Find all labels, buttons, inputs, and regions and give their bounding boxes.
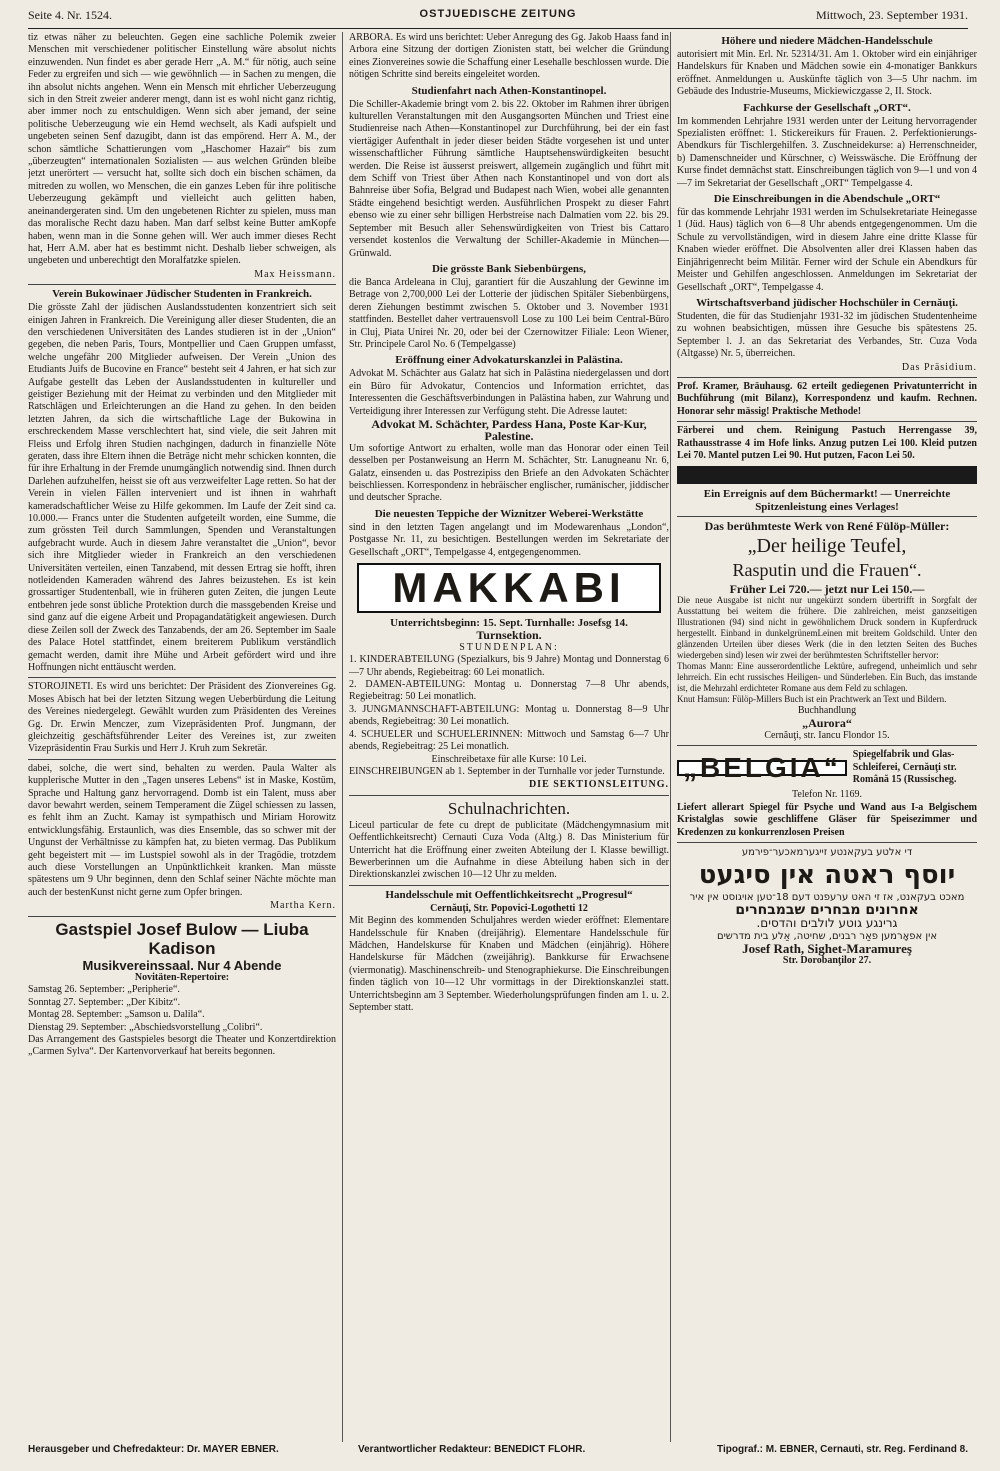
footer-editor: Verantwortlicher Redakteur: BENEDICT FLOHR. xyxy=(358,1444,586,1455)
divider xyxy=(677,516,977,517)
ad-text: Das Arrangement des Gastspieles besorgt die Theater und Konzertdirektion „Carmen Sylva“. Der Kartenvorverkauf hat bereits begonnen. xyxy=(28,1034,336,1058)
book-ad-author: Das berühmteste Werk von René Fülöp-Müller: xyxy=(704,519,950,534)
makkabi-signature: DIE SEKTIONSLEITUNG. xyxy=(528,779,669,791)
theater-ad xyxy=(28,920,336,1059)
article-signature: Das Präsidium. xyxy=(901,361,977,373)
schedule-fee: Einschreibetaxe für alle Kurse: 10 Lei. xyxy=(431,753,587,765)
makkabi-info: Unterrichtsbeginn: 15. Sept. Turnhalle: Josefsg 14. xyxy=(390,617,628,630)
divider xyxy=(349,885,669,886)
schedule-note: EINSCHREIBUNGEN ab 1. September in der Turnhalle vor jeder Turnstunde. xyxy=(349,765,665,777)
article-text: STOROJINETI. Es wird uns berichtet: Der Präsident des Zionvereines Gg. Moses Abisch hat bei der letzten Sitzung wegen Ueberbürdung die Leitung des Vereines niedergelegt. Gewählt wurden zum Präsidenten des Vereines Gg. Dr. Erwin Menczer, zum Vizepräsidenten Prof. Jungmann, der gleichzeitig geschäftsführender Leiter des Vereines ist, zur zweiten Vizepräsidentin Frau Surkis und Herr J. Kruh zum Sekretär. xyxy=(28,681,336,755)
divider xyxy=(28,916,336,917)
divider xyxy=(28,677,336,678)
ad-line: Montag 28. September: „Samson u. Dalila“. xyxy=(28,1009,205,1021)
newspaper-title: OSTJUEDISCHE ZEITUNG xyxy=(419,8,577,20)
book-price: Früher Lei 720.— jetzt nur Lei 150.— xyxy=(729,581,925,596)
article-heading: Fachkurse der Gesellschaft „ORT“. xyxy=(743,101,911,114)
issue-date: Mittwoch, 23. September 1931. xyxy=(816,8,968,22)
divider xyxy=(28,284,336,285)
article-heading: Verein Bukowinaer Jüdischer Studenten in Frankreich. xyxy=(52,288,312,301)
article-text: Um sofortige Antwort zu erhalten, wolle man das Honorar oder einen Teil desselben per Postanweisung an Herrn M. Schächter, Str. Lanugneanu Nr. 6, Galatz, einsenden u. das Postrezipiss den Briefe an den Advokaten Schächter beischliessen. Korrespondenz in hebräischer englischer, rumänischer, jiddischer und deutscher Sprache. xyxy=(349,442,669,504)
hebrew-line: אחרונים מבחרים שבמבחרים xyxy=(735,902,919,919)
divider xyxy=(349,795,669,796)
article-text: ARBORA. Es wird uns berichtet: Ueber Anregung des Gg. Jakob Haass fand in Arbora eine Sitzung der dortigen Zionisten statt, bei welcher die Gründung eines Zionvereines sowie die Schaffung einer Lesehalle beschlossen wurde. Die nötigen Schritte sind bereits eingeleitet worden. xyxy=(349,32,669,81)
belgia-ad xyxy=(677,749,977,786)
hebrew-line: די אלטע בעקאנטע זייגערמאכער־פירמע xyxy=(741,847,913,859)
ad-repertoire-heading: Novitäten-Repertoire: xyxy=(134,972,230,984)
bookshop-address: Cernăuţi, str. Iancu Flondor 15. xyxy=(764,729,890,741)
book-description: Die neue Ausgabe ist nicht nur ungekürzt sondern übertrifft in Sorgfalt der Ausstattung bei weitem die frühere. Die zahlreichen, meist ganzseitigen Illustrationen (94) sind nicht in gewöhnlichem Druck sondern in Kupferdruck hergestellt. Einband in dunkelgrünemLeinen mit breitem Goldschild. Unter den glänzenden Urteilen über dieses Werk (die in den letzten Seiten des Buches wiedergeben sind) lesen wir zwei der berühmtesten Schriftsteller hervor: xyxy=(677,595,977,660)
footer-printer: Tipograf.: M. EBNER, Cernauti, str. Reg. Ferdinand 8. xyxy=(717,1444,968,1455)
article-text: Studenten, die für das Studienjahr 1931-32 im jüdischen Studentenheime zu wohnen beabsichtigen, müssen ihre Gesuche bis spätestens 25. September l. J. an das Sekretariat des Verbandes, Str. Cuza Voda (Altgasse) Nr. 5, überreichen. xyxy=(677,310,977,360)
belgia-address: Spiegelfabrik und Glas-Schleiferei, Cernăuţi str. Română 15 (Russischeg. xyxy=(852,749,957,786)
hebrew-line: אין אפאָרמען פאַר רבנים, שחיטה, אַלע בית מדרשים xyxy=(716,931,938,943)
article-text: autorisiert mit Min. Erl. Nr. 52314/31. Am 1. Oktober wird ein einjähriger Handelskurs für Knaben und Mädchen sowie ein 4-monatiger Bankkurs eröffnet. Anmeldungen u. Auskünfte täglich von 3—5 Uhr nachm. im Gebäude des Industrie-Museums, Mickiewiczgasse 2, II. Stock. xyxy=(677,49,977,98)
bookshop-label: Buchhandlung xyxy=(797,705,857,716)
article-heading: Die Einschreibungen in die Abendschule „ORT“ xyxy=(713,193,941,206)
ad-subtitle: Musikvereinssaal. Nur 4 Abende xyxy=(82,957,282,973)
column-middle xyxy=(342,32,669,1442)
article-text: Im kommenden Lehrjahre 1931 werden unter der Leitung hervorragender Spezialisten eröffnet: 1. Stickereikurs für Frauen. 2. Perfektionierungs-Abendkurs für Tischlergehilfen. 3. Zuschneidekurse: a) Herrenschneider, b) Damenschneider und Kürschner, c) Weisswäsche. Die Eröffnung der Kurse findet demnächst statt. Einschreibungen täglich von 9—1 und von 4—7 im Sekretariat der Gesellschaft „ORT“ Tempelgasse 4. xyxy=(677,115,977,189)
article-heading: Eröffnung einer Advokaturskanzlei in Palästina. xyxy=(395,354,623,367)
makkabi-logo: MAKKABI xyxy=(357,563,661,613)
article-signature: Max Heissmann. xyxy=(254,268,336,280)
ad-line: Dienstag 29. September: „Abschiedsvorstellung „Colibri“. xyxy=(28,1021,263,1033)
divider xyxy=(677,842,977,843)
ad-title: Gastspiel Josef Bulow — Liuba Kadison xyxy=(55,919,309,958)
belgia-text: Liefert allerart Spiegel für Psyche und Wand aus I-a Belgischem Kristalglas sowie geschliffene Gläser für Speisezimmer und Kredenzen zu konkurrenzlosen Preisen xyxy=(677,801,977,838)
article-text: tiz etwas näher zu beleuchten. Gegen eine sachliche Polemik zweier Menschen mit verschiedener politischer Einstellung wäre absolut nichts einzuwenden. Nun findet es aber gerade Herr „A. M.“ für nötig, auch seine Feder zu ergreifen und sich — wie gewöhnlich — in Sachen zu mengen, die ihn absolut nichts angehen. Wenn ein Mensch mit ehrlicher Ueberzeugung sich in den Streit zweier anderer mengt, dann ist es wohl nicht ganz richtig, aber immer noch zu entschuldigen. Wenn sich aber jemand, der seine politische Ueberzeugung wie ein Hemd wechselt, als Kadi aufspielt und ungebeten seinen Senf dazugibt, dann ist das empörend. Herr A. M., der schon sämtliche Schattierungen vom „Haschomer Hazair“ bis zum „überzeugten“ internationalen Sozialisten — aus welchen Gründen bleibe jetzt unerörtert — versucht hat, sollte sich doch ein bischen schämen, da mitreden zu wollen, wo Menschen, die ein ganzes Leben für ihre politische Ueberzeugung gekämpft und vielleicht auch gelitten haben, aneinandergeraten sind. Um den ungebetenen Richter zu spielen, muss man das moralische Recht dazu haben. Man darf selbst keine Butter amKopfe haben, wenn man in die Sonne gehen will. Wer auch immer dieses Recht hat, Herr A.M. aber hat es bestimmt nicht. Deshalb lieber schweigen, als ungebeten und unberechtigt den Moralfatzke spielen. xyxy=(28,32,336,267)
article-text: sind in den letzten Tagen angelangt und im Modewarenhaus „London“, Postgasse Nr. 11, zu besichtigen. Bestellungen werden im Sekretariate der Gesellschaft „ORT“, Tempelgasse 4, entgegengenommen. xyxy=(349,521,669,558)
divider xyxy=(677,421,977,422)
ad-line: Samstag 26. September: „Peripherie“. xyxy=(28,984,180,996)
divider xyxy=(677,377,977,378)
article-heading: Studienfahrt nach Athen-Konstantinopel. xyxy=(411,84,607,97)
article-heading: Die grösste Bank Siebenbürgens, xyxy=(431,262,587,275)
article-text: für das kommende Lehrjahr 1931 werden im Schulsekretariate Heinegasse 1 (Jüd. Haus) täglich von 6—8 Uhr abends entgegengenommen. Um die Schule zu vervollständigen, wird in diesem Jahre eine dritte Klasse für Knaben wieder eröffnet. Die Absolventen aller drei Klassen haben das Einjährigenrecht beim Militär. Ferner wird der Schule ein Abendkurs für Meister und Gehilfen angeschlossen. Anmeldungen im Sekretariat der Gesellschaft „ORT“, Tempelgasse 4. xyxy=(677,207,977,293)
page-header xyxy=(28,4,968,29)
article-heading: Höhere und niedere Mädchen-Handelsschule xyxy=(721,35,933,47)
article-signature: Martha Kern. xyxy=(270,900,336,912)
article-heading: Handelsschule mit Oeffentlichkeitsrecht „Progresul“ xyxy=(385,888,633,901)
column-left xyxy=(28,32,336,1442)
belgia-phone: Telefon Nr. 1169. xyxy=(791,789,863,801)
hebrew-title: יוסף ראטה אין סיגעט xyxy=(698,860,956,891)
ad-line: Sonntag 27. September: „Der Kibitz“. xyxy=(28,996,181,1008)
article-heading: Wirtschaftsverband jüdischer Hochschüler in Cernăuţi. xyxy=(696,296,958,309)
article-text: dabei, solche, die wert sind, behalten zu werden. Paula Walter als kupplerische Mutter in den „Tagen unseres Lebens“ ist in Maske, Kostüm, Sprache und Haltung ganz hervorragend. Domb ist ein Talent, muss aber davor bewahrt werden, seinem Temperament die Zügel schiessen zu lassen, es fehlt ihm an Zucht. Kamay ist sympathisch und Miriam Horowitz entwicklungsfähig. Erstaunlich, was dies Ensemble, das so schwer mit der Ungunst der Verhältnisse zu kämpfen hat, zu bieten vermag. Das Publikum geht begeistert mit — im Lustspiel sowohl als in der Tragödie, trotzdem auch diese Vorstellungen an Unpünktlichkeit kranken. Man müsste spätestens um 9 Uhr beginnen, denn den Schlaf seiner Nächte möchte man auch der bestenKunst nicht gerne zum Opfer bringen. xyxy=(28,762,336,898)
column-right xyxy=(670,32,977,1442)
schedule-item: 1. KINDERABTEILUNG (Spezialkurs, bis 9 Jahre) Montag und Donnerstag 6—7 Uhr abends, Regiebeitrag: 60 Lei monatlich. xyxy=(349,654,669,678)
schedule-item: 2. DAMEN-ABTEILUNG: Montag u. Donnerstag 7—8 Uhr abends, Regiebeitrag: 50 Lei monatlich. xyxy=(349,679,669,703)
hebrew-line: מאכט בעקאנט, אז זי האט ערעפנט דעם 18־טען אויגוסט אין איר xyxy=(689,892,965,904)
book-review: Knut Hamsun: Fülöp-Millers Buch ist ein Prachtwerk an Text und Bildern. xyxy=(677,694,947,704)
article-text: Die Schiller-Akademie bringt vom 2. bis 22. Oktober im Rahmen ihrer übrigen kulturellen Veranstaltungen mit den Ausgangsorten München und Triest eine Studienreise nach Athen—Konstantinopel zur Durchführung, bei der ein fast viertägiger Aufenthalt in jeder dieser beiden Städte vorgesehen ist und unter wissenschaftlicher Führung sämtliche Hauptsehenswürdigkeiten besucht werden. Die Reise ist äusserst preiswert, allgemein zugänglich und führt mit dem Schiff von Triest über Athen nach Konstantinopel und von dort als Bahnreise über Sofia, Belgrad und Budapest nach Wien, wobei alle genannten Städte eingehend besichtigt werden. Ausführlichen Prospekt zu dieser Fahrt ebenso wie zu einer sehr billigen Herbstreise nach Dalmatien vom 22. bis 29. September mit Besuch aller Sehenswürdigkeiten von Triest bis Cattaro versendet kostenlos die Verwaltung der Schiller-Akademie in München—Grünwald. xyxy=(349,98,669,259)
page-number: Seite 4. Nr. 1524. xyxy=(28,8,112,22)
article-text: Mit Beginn des kommenden Schuljahres werden wieder eröffnet: Elementare Handelsschule für Knaben (dreijährig). Elementare Handelsschule für Mädchen, Handelskurse für Knaben und Mädchen (einjährig). Höhere Handelskurse für Mädchen (zweijährig). Bankkurse für Erwachsene (viermonatig). Maschinenschreib- und Stenographiekurse. Die Einschreibungen finden täglich von 10—12 Uhr vormittags in der Direktionskanzlei statt. Unterrichtsbeginn am 3 September. Wiederholungsprüfungen finden am 1. u. 2. September statt. xyxy=(349,915,669,1013)
article-text: Advokat M. Schächter aus Galatz hat sich in Palästina niedergelassen und dort ein Büro für Advokatur, Contencios und Information errichtet, das Interessenten die Geschäftsverbindungen in Palästina haben, zur Wahrung und Verteidigung ihrer Interessen zur Verfügung steht. Die Adresse lautet: xyxy=(349,368,669,417)
article-text: die Banca Ardeleana in Cluj, garantiert für die Auszahlung der Gewinne im Betrage von 2,700,000 Lei der Lotterie der jüdischen Spitäler Siebenbürgens, deren Ziehungen bestimmt zwischen 5. Oktober und 3. November 1931 stattfinden. Bestellet daher vertrauensvoll Lose zu 100 Lei beim Central-Büro in Cluj, Piata Unirei Nr. 20, oder bei der Czernowitzer Filiale: Leon Wiener, Str. Principele Carol No. 6 (Tempelgasse) xyxy=(349,276,669,350)
divider xyxy=(28,759,336,760)
belgia-logo: „BELGIA“ xyxy=(677,760,847,776)
article-subheading: Cernăuţi, Str. Popovici-Logothetti 12 xyxy=(430,902,588,914)
josef-rath-address: Str. Dorobanţilor 27. xyxy=(782,955,872,967)
josef-rath-name: Josef Rath, Sighet-Maramureş xyxy=(742,941,912,957)
book-ad-headline: Ein Erreignis auf dem Büchermarkt! — Unerreichte Spitzenleistung eines Verlages! xyxy=(703,488,951,513)
book-subtitle: Rasputin und die Frauen“. xyxy=(732,559,922,580)
ad-text: Prof. Kramer, Bräuhausg. 62 erteilt gediegenen Privatunterricht in Buchführung (mit Bilanz), Korrespondenz und kaufm. Rechnen. Honorar sehr mässig! Praktische Methode! xyxy=(677,380,977,417)
section-title: Schulnachrichten. xyxy=(447,798,571,818)
article-text: Die grösste Zahl der jüdischen Auslandsstudenten konzentriert sich seit einigen Jahren in Frankreich. Die Vereinigung aller dieser Studenten, die an den verschiedenen Universitäten des Landes studieren ist in der „Union“ gegeben, die neben Paris, Tours, Montpellier und Caen Gruppen umfasst, welche ungefähr 200 Mitglieder aufweisen. Der Verein „Union des Etudiants Juifs de Bucovine en France“ besteht seit 4 Jahren, er hat sich zur Aufgabe gestellt das Leben der Auslandsstudenten in kultureller und geistiger Beziehung mit der Heimat zu verbinden und den Mitglieder mit Ratschlägen und Erleichterungen an die Hand zu gehen. In den beiden letzten Jahren, da sich die wirtschaftliche Lage der Bukowina in erschreckendem Masse verschlechtert hat, sind viele, die seit Jahren mit Fleiss und Erfolg ihren Studien nachgingen, dadurch in finanzielle Nöte geraten, dass ihre Eltern ihnen die Beträge nicht mehr schicken konnten, die für ihre Erhaltung in der Fremde unumgänglich notwendig sind. Ihnen durch Darlehen aufzuhelfen, heisst sie oft aus verzweifelter Lage retten. So hat der Verein in vielen Fällen interveniert und ist ihnen in wahrhaft kameradschaftlicher Weise zu Hilfe gekommen. Im Laufe der Zeit sind ca. 10.000.— Francs unter die Studenten aufgeteilt worden, eine Summe, die zum grössten Teil durch Sammlungen, Spenden und Veranstaltungen aufgebracht wurde. Auch in diesem Jahre veranstaltet die „Union“, bevor sich ihre Mitglieder wieder in Frankreich an den verschiedenen Universitäten verteilen, einen Tanzabend, mit dessen Ertrag sie hofft, ihren notleidenden Kameraden während des Jahres beizustehen. Es ist kein grossartiger Studentenball, wie in früheren guten Zeiten, die jungen Leute entbehren jede sonst übliche Protektion durch die massgebenden Kreise und sind ganz auf die eigene Arbeit und Propagandatätigkeit angewiesen. Durch diese Zeilen soll der Zweck des Tanzabends, der am 26. September im Saale des Palace Hotel stattfindet, einem breiterem Publikum verständlich gemacht werden, damit ihre Mühe und Arbeit gefördert wird und ihre Hoffnungen nicht enttäuscht werden. xyxy=(28,302,336,673)
address-line: Advokat M. Schächter, Pardess Hana, Poste Kar-Kur, Palestine. xyxy=(371,416,647,444)
ad-text: Färberei und chem. Reinigung Pastuch Herrengasse 39, Rathausstrasse 4 im Hofe links. Anzug putzen Lei 100. Kleid putzen Lei 70. Mantel putzen Lei 90. Hut putzen, Facon Lei 50. xyxy=(677,425,977,461)
footer-publisher: Herausgeber und Chefredakteur: Dr. MAYER EBNER. xyxy=(28,1444,279,1455)
dark-banner xyxy=(677,466,977,484)
book-title: „Der heilige Teufel, xyxy=(747,534,907,557)
article-text: Liceul particular de fete cu drept de publicitate (Mädchengymnasium mit Oeffentlichkeitsrecht) Cernauti Cuza Voda (Altg.) 8. Das Ministerium für Unterricht hat die Eröffnung einer zweiten Abteilung der I. Klasse bewilligt. Bewerberinnen um die Aufnahme in diese Abteilung haben sich in der Direktionskanzlei zwischen 10—12 Uhr zu melden. xyxy=(349,819,669,881)
article-heading: Die neuesten Teppiche der Wiznitzer Weberei-Werkstätte xyxy=(374,507,644,520)
book-review: Thomas Mann: Eine ausserordentliche Lektüre, aufregend, unheimlich und sehr lehrreich. Ein echt russisches Heiligen- und Sünderleben. Ein Buch, das imstande ist, die Mehrzahl erdichteter Romane aus dem Feld zu schlagen. xyxy=(677,661,977,693)
makkabi-section: Turnsektion. xyxy=(476,628,542,643)
makkabi-schedule-heading: STUNDENPLAN: xyxy=(459,641,559,653)
divider xyxy=(677,745,977,746)
schedule-item: 4. SCHUELER und SCHUELERINNEN: Mittwoch und Samstag 6—7 Uhr abends, Regiebeitrag: 25 Lei monatlich. xyxy=(349,728,669,753)
hebrew-line: גרינגע גוטע לולבים והדסים. xyxy=(756,916,898,931)
bookshop-name: „Aurora“ xyxy=(802,716,852,731)
schedule-item: 3. JUNGMANNSCHAFT-ABTEILUNG: Montag u. Donnerstag 8—9 Uhr abends, Regiebeitrag: 30 Lei monatlich. xyxy=(349,703,669,728)
